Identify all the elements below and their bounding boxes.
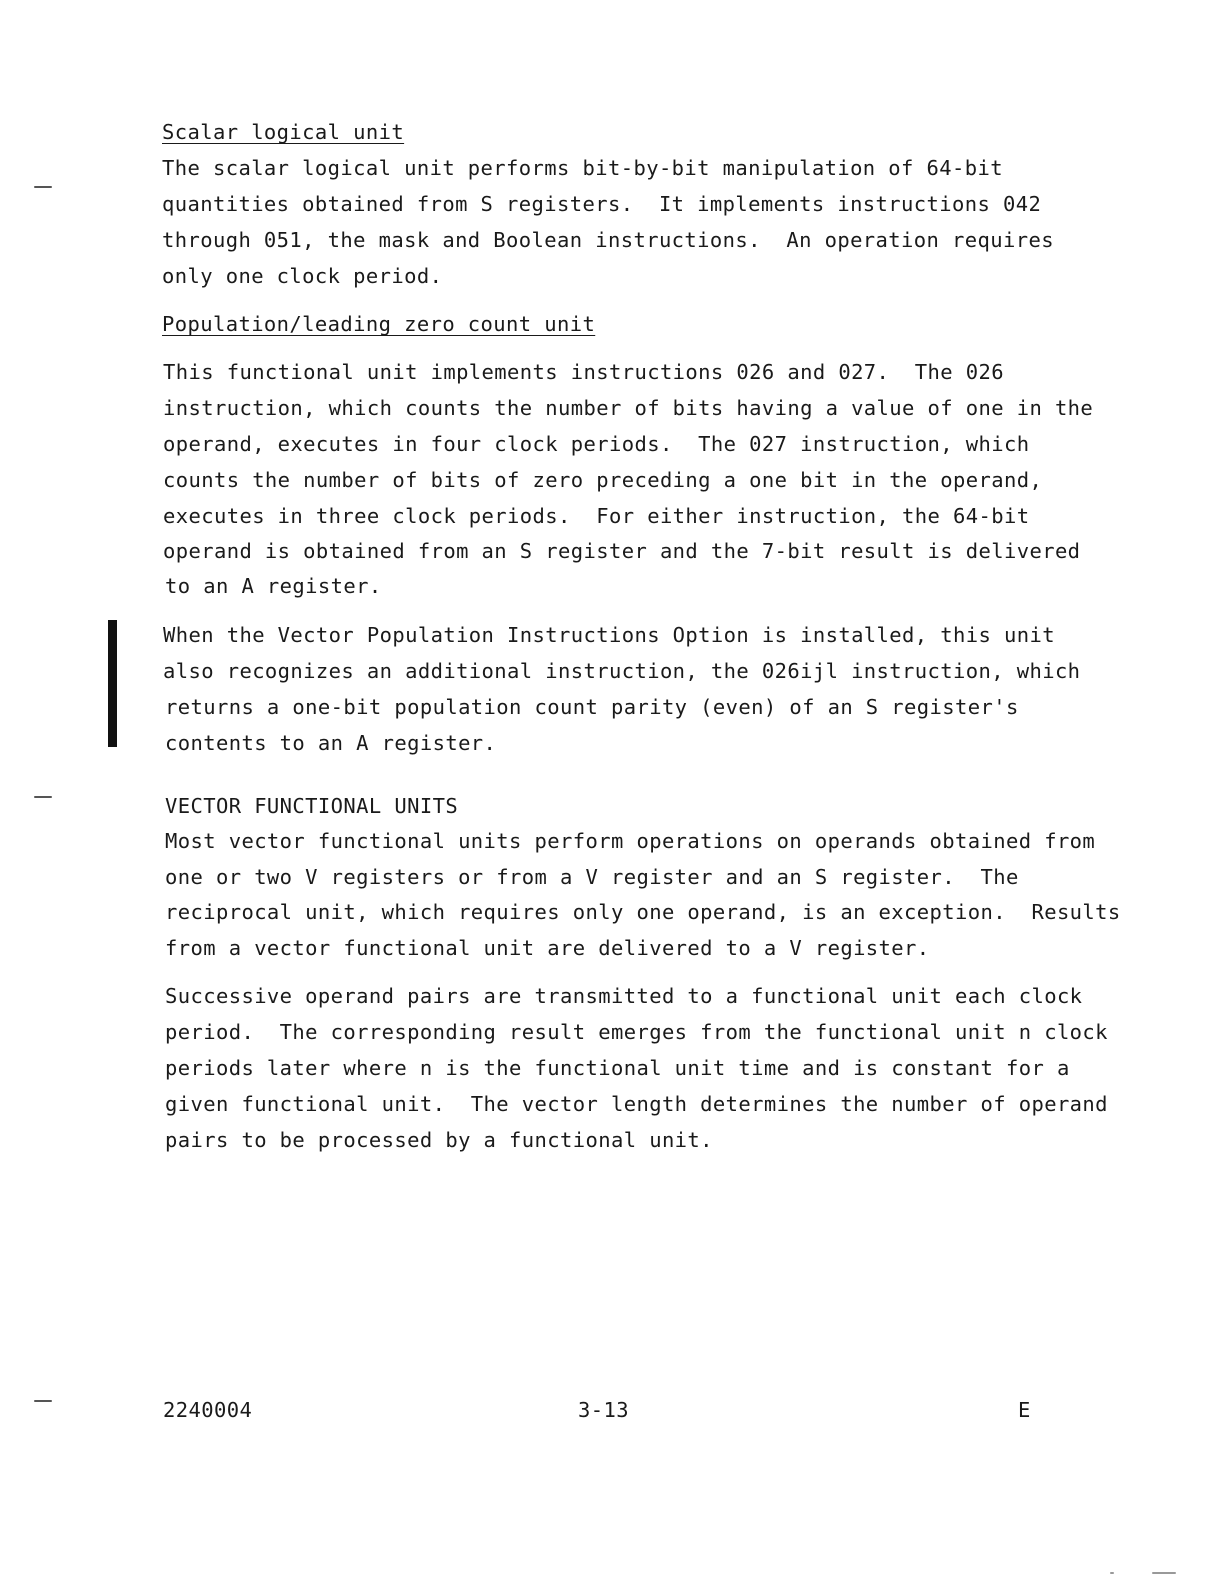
footer-document-number: 2240004	[163, 1398, 253, 1422]
paragraph-line: operand, executes in four clock periods. The 027 instruction, which	[163, 432, 1030, 456]
paragraph-line: executes in three clock periods. For either instruction, the 64-bit	[163, 504, 1030, 528]
paragraph-line: counts the number of bits of zero preceding a one bit in the operand,	[163, 468, 1043, 492]
revision-change-bar	[108, 620, 117, 747]
paragraph-line: through 051, the mask and Boolean instructions. An operation requires	[162, 228, 1054, 252]
paragraph-line: instruction, which counts the number of bits having a value of one in the	[163, 396, 1094, 420]
margin-tick-top	[34, 186, 52, 188]
paragraph-line: quantities obtained from S registers. It implements instructions 042	[162, 192, 1042, 216]
paragraph-line: reciprocal unit, which requires only one operand, is an exception. Results	[165, 900, 1121, 924]
paragraph-line: from a vector functional unit are delivered to a V register.	[165, 936, 930, 960]
paragraph-line: to an A register.	[165, 574, 382, 598]
section-heading-population: Population/leading zero count unit	[162, 312, 596, 336]
paragraph-line: pairs to be processed by a functional unit.	[165, 1128, 713, 1152]
paragraph-line: The scalar logical unit performs bit-by-bit manipulation of 64-bit	[162, 156, 1003, 180]
paragraph-line: period. The corresponding result emerges from the functional unit n clock	[165, 1020, 1108, 1044]
paragraph-line: periods later where n is the functional unit time and is constant for a	[165, 1056, 1070, 1080]
footer-revision: E	[1018, 1398, 1031, 1422]
paragraph-line: one or two V registers or from a V register and an S register. The	[165, 865, 1019, 889]
paragraph-line: Successive operand pairs are transmitted to a functional unit each clock	[165, 984, 1083, 1008]
paragraph-line: operand is obtained from an S register and the 7-bit result is delivered	[163, 539, 1081, 563]
scan-speck	[1110, 1572, 1114, 1574]
margin-tick-middle	[34, 796, 52, 798]
paragraph-line: returns a one-bit population count parity (even) of an S register's	[165, 695, 1019, 719]
paragraph-line: given functional unit. The vector length determines the number of operand	[165, 1092, 1108, 1116]
paragraph-line: only one clock period.	[162, 264, 443, 288]
paragraph-line: When the Vector Population Instructions Option is installed, this unit	[163, 623, 1055, 647]
section-heading-scalar-logical: Scalar logical unit	[162, 120, 405, 144]
paragraph-line: Most vector functional units perform operations on operands obtained from	[165, 829, 1096, 853]
section-heading-vector-functional-units: VECTOR FUNCTIONAL UNITS	[165, 794, 459, 818]
paragraph-line: This functional unit implements instructions 026 and 027. The 026	[163, 360, 1004, 384]
footer-page-number: 3-13	[578, 1398, 629, 1422]
margin-tick-bottom	[34, 1400, 52, 1402]
paragraph-line: contents to an A register.	[165, 731, 497, 755]
scan-speck	[1152, 1572, 1176, 1574]
paragraph-line: also recognizes an additional instruction, the 026ijl instruction, which	[163, 659, 1081, 683]
